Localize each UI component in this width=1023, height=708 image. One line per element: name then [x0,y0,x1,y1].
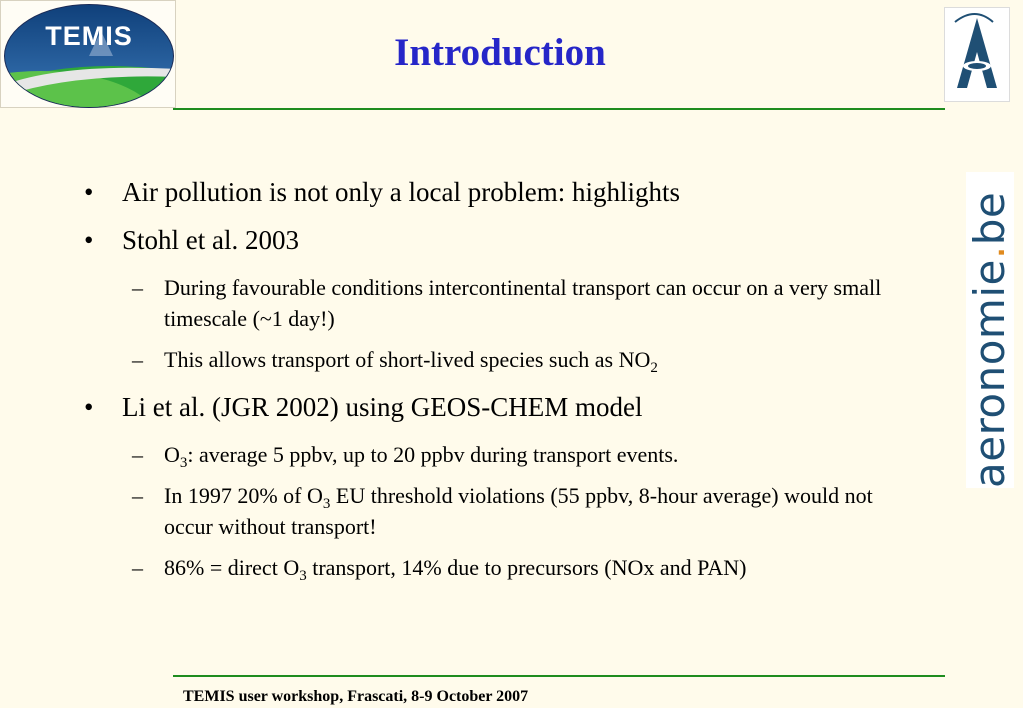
bullet-item [84,391,914,423]
dash-marker: – [132,442,143,467]
dash-marker: – [132,555,143,580]
sub-bullet-item [84,344,914,375]
sub-bullet-text: In 1997 20% of $O_3$ EU threshold violations (55 ppbv, 8-hour average) would not occur without transport! [164,483,873,539]
temis-logo [0,0,176,108]
dash-marker: – [132,347,143,372]
sub-bullet-text: 86% = direct $O_3$ transport, 14% due to precursors (NOx and PAN) [164,555,747,584]
bullet-marker: • [84,225,94,255]
footer-text: TEMIS user workshop, Frascati, 8-9 October 2007 [183,688,529,705]
sub-bullet-item [84,480,914,542]
sub-bullet-text: This allows transport of short-lived species such as $NO_2$ [164,347,658,376]
bullet-text: Air pollution is not only a local problem: highlights [122,177,680,207]
bullet-text: Stohl et al. 2003 [122,225,299,255]
bullet-marker: • [84,392,94,422]
sub-bullet-text: $O_3$: average 5 ppbv, up to 20 ppbv during transport events. [164,442,679,471]
slide-body [84,176,914,583]
bira-logo-icon [945,8,1009,101]
slide-title: Introduction [394,31,606,74]
footer-divider [173,675,945,677]
dash-marker: – [132,275,143,300]
bullet-text: Li et al. (JGR 2002) using GEOS-CHEM model [122,392,643,422]
dash-marker: – [132,483,143,508]
bullet-marker: • [84,177,94,207]
temis-logo-text: TEMIS [45,21,133,51]
sub-bullet-text: During favourable conditions intercontinental transport can occur on a very small timescale (~1 day!) [164,275,882,331]
header-divider [173,108,945,110]
sub-bullet-item [84,552,914,583]
sub-bullet-item [84,439,914,470]
bira-logo [944,7,1010,102]
bullet-item [84,176,914,208]
bullet-item [84,224,914,256]
sub-bullet-item [84,272,914,334]
temis-logo-graphic [1,1,177,109]
aeronomie-logo-text: aeronomie.be [965,191,1014,488]
aeronomie-logo [966,172,1014,488]
